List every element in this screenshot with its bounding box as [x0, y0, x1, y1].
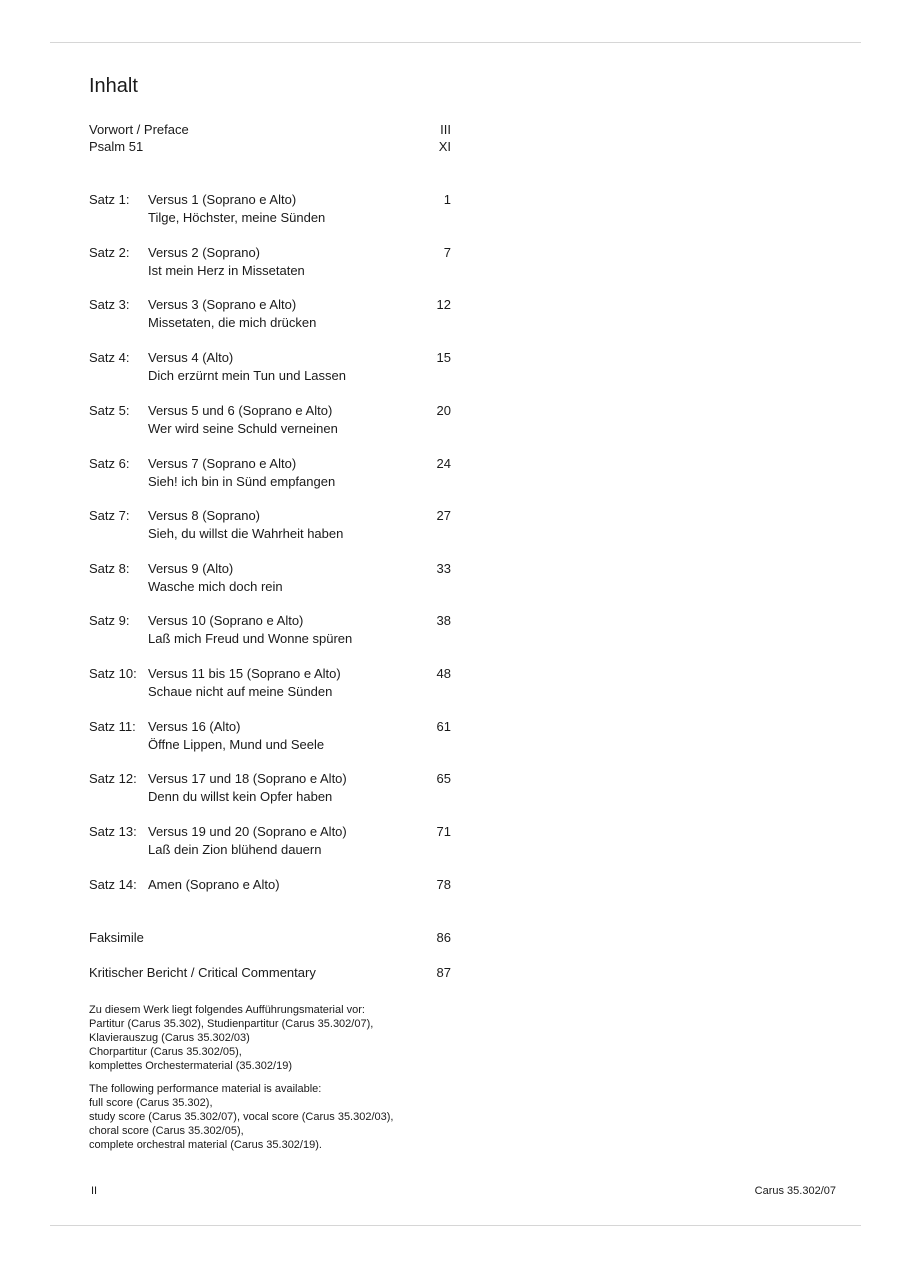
movement-number: Satz 13: [89, 824, 137, 839]
movement-page: 48 [436, 666, 451, 681]
note-line: full score (Carus 35.302), [89, 1097, 213, 1109]
movement-title: Versus 7 (Soprano e Alto) [148, 456, 297, 471]
movement-page: 33 [436, 561, 451, 576]
movement-subtitle: Wasche mich doch rein [148, 579, 283, 594]
movement-number: Satz 1: [89, 192, 130, 207]
toc-entry [89, 964, 451, 981]
movement-title: Versus 19 und 20 (Soprano e Alto) [148, 824, 347, 839]
toc-entry-page: 86 [436, 930, 451, 945]
note-line: study score (Carus 35.302/07), vocal score (Carus 35.302/03), [89, 1111, 394, 1123]
catalog-number: Carus 35.302/07 [754, 1185, 836, 1197]
movement-subtitle: Denn du willst kein Opfer haben [148, 789, 333, 804]
note-line: komplettes Orchestermaterial (35.302/19) [89, 1060, 292, 1072]
movement-title: Amen (Soprano e Alto) [148, 877, 280, 892]
movement-page: 1 [443, 192, 451, 207]
toc-entry-page: 87 [436, 965, 451, 980]
movement-title: Versus 17 und 18 (Soprano e Alto) [148, 771, 347, 786]
toc-entry [89, 138, 451, 155]
movement-title: Versus 8 (Soprano) [148, 508, 261, 523]
movement-subtitle: Missetaten, die mich drücken [148, 315, 317, 330]
movement-title: Versus 16 (Alto) [148, 719, 241, 734]
note-line: Partitur (Carus 35.302), Studienpartitur (Carus 35.302/07), [89, 1018, 374, 1030]
toc-entry-label: Psalm 51 [89, 139, 144, 154]
movement-number: Satz 14: [89, 877, 137, 892]
movement-page: 27 [436, 508, 451, 523]
movement-title: Versus 4 (Alto) [148, 350, 234, 365]
movement-subtitle: Schaue nicht auf meine Sünden [148, 684, 333, 699]
movement-subtitle: Laß mich Freud und Wonne spüren [148, 631, 353, 646]
movement-title: Versus 5 und 6 (Soprano e Alto) [148, 403, 333, 418]
movement-page: 61 [436, 719, 451, 734]
toc-entry-page: XI [438, 139, 451, 154]
note-line: The following performance material is available: [89, 1083, 322, 1095]
toc-entry-page: III [440, 122, 451, 137]
movement-subtitle: Ist mein Herz in Missetaten [148, 263, 305, 278]
movement-subtitle: Laß dein Zion blühend dauern [148, 842, 322, 857]
movement-number: Satz 8: [89, 561, 130, 576]
movement-page: 7 [443, 245, 451, 260]
movement-number: Satz 2: [89, 245, 130, 260]
movement-page: 71 [436, 824, 451, 839]
movement-number: Satz 3: [89, 297, 130, 312]
movement-number: Satz 11: [89, 719, 136, 734]
material-note-german [89, 1003, 373, 1073]
movement-number: Satz 6: [89, 456, 130, 471]
movement-number: Satz 7: [89, 508, 130, 523]
page-number: II [91, 1185, 98, 1197]
movement-title: Versus 9 (Alto) [148, 561, 234, 576]
movement-number: Satz 5: [89, 403, 130, 418]
toc-entry [89, 929, 451, 946]
movement-subtitle: Tilge, Höchster, meine Sünden [148, 210, 326, 225]
movement-subtitle: Dich erzürnt mein Tun und Lassen [148, 368, 346, 383]
toc-entry-label: Vorwort / Preface [89, 122, 189, 137]
movement-title: Versus 10 (Soprano e Alto) [148, 613, 304, 628]
movement-page: 12 [436, 297, 451, 312]
page-title: Inhalt [89, 75, 138, 97]
movement-title: Versus 11 bis 15 (Soprano e Alto) [148, 666, 341, 681]
toc-entry-label: Kritischer Bericht / Critical Commentary [89, 965, 316, 980]
movement-page: 20 [436, 403, 451, 418]
movement-page: 65 [436, 771, 451, 786]
movement-number: Satz 10: [89, 666, 137, 681]
bottom-rule [50, 1225, 861, 1226]
toc-entry-label: Faksimile [89, 930, 144, 945]
movement-subtitle: Wer wird seine Schuld verneinen [148, 421, 338, 436]
movement-page: 24 [436, 456, 451, 471]
movement-subtitle: Öffne Lippen, Mund und Seele [148, 737, 325, 752]
note-line: choral score (Carus 35.302/05), [89, 1125, 244, 1137]
movement-page: 78 [436, 877, 451, 892]
movement-title: Versus 2 (Soprano) [148, 245, 261, 260]
movement-page: 15 [436, 350, 451, 365]
note-line: Zu diesem Werk liegt folgendes Aufführungsmaterial vor: [89, 1004, 365, 1016]
note-line: Chorpartitur (Carus 35.302/05), [89, 1046, 242, 1058]
movement-title: Versus 3 (Soprano e Alto) [148, 297, 297, 312]
movement-subtitle: Sieh, du willst die Wahrheit haben [148, 526, 344, 541]
movement-title: Versus 1 (Soprano e Alto) [148, 192, 297, 207]
movement-subtitle: Sieh! ich bin in Sünd empfangen [148, 474, 336, 489]
note-line: Klavierauszug (Carus 35.302/03) [89, 1032, 250, 1044]
toc-entry [89, 121, 451, 138]
material-note-english [89, 1082, 393, 1152]
movement-number: Satz 9: [89, 613, 130, 628]
top-rule [50, 42, 861, 43]
movement-page: 38 [436, 613, 451, 628]
movement-number: Satz 12: [89, 771, 137, 786]
note-line: complete orchestral material (Carus 35.302/19). [89, 1139, 322, 1151]
movement-number: Satz 4: [89, 350, 130, 365]
